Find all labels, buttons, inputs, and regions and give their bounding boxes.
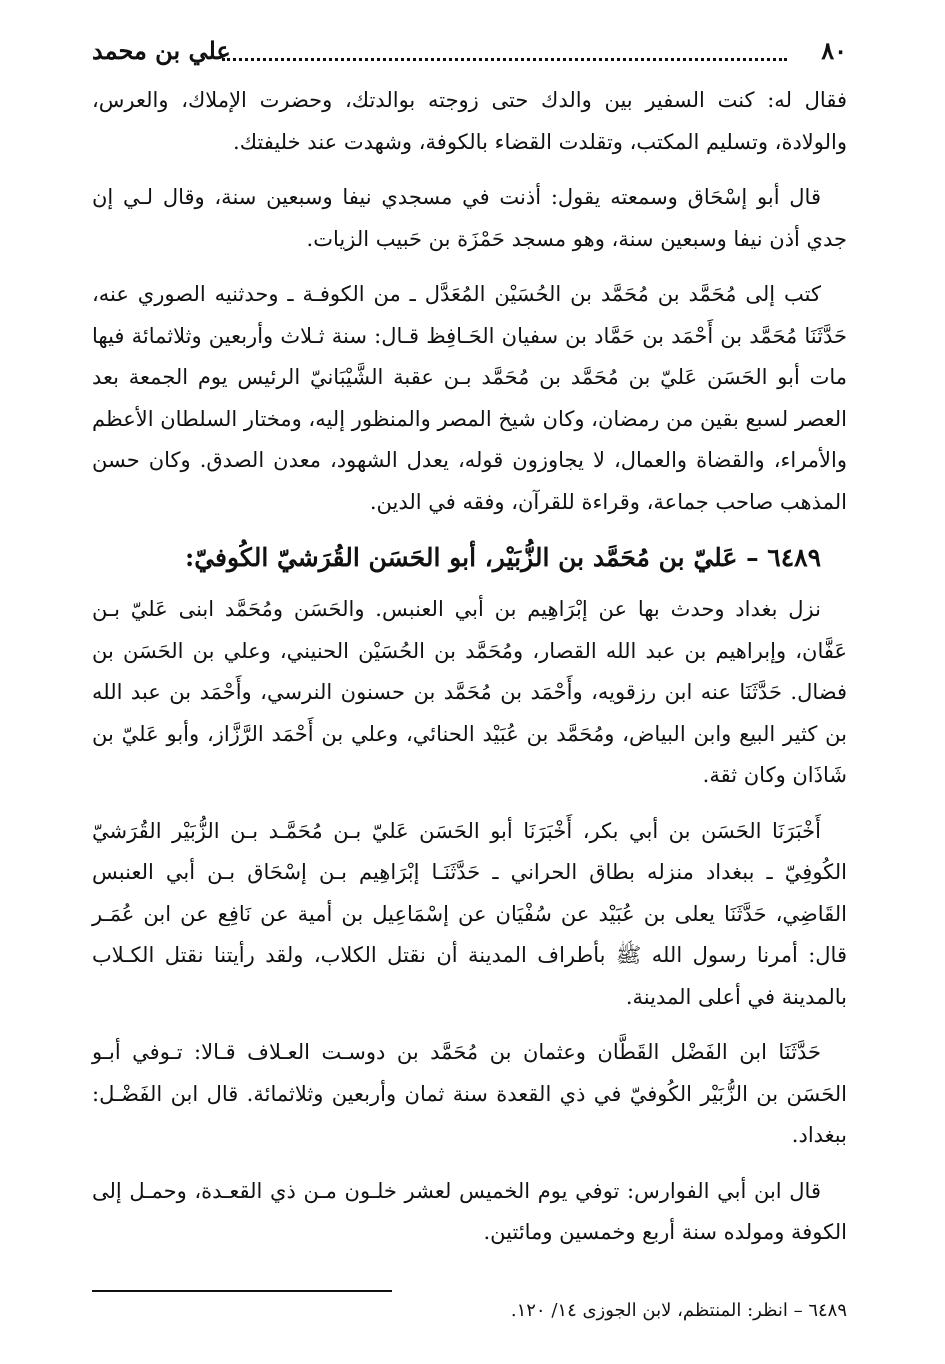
entry-paragraph-2: أَخْبَرَنَا الحَسَن بن أبي بكر، أَخْبَرَنَا أبو الحَسَن عَليّ بـن مُحَمَّـد بـن الزُّبَيْر القُرَشيّ الكُوفِيّ ـ ببغداد منزله بطاق الحراني ـ حَدَّثَنَـا إبْرَاهِيم بـن إسْحَاق بـن أبي العنبس القَاضِي، حَدَّثَنَا يعلى بن عُبَيْد عن سُفْيَان عن إسْمَاعِيل بن أمية عن نَافِع عن ابن عُمَـر قال: أمرنا رسول الله ﷺ بأطراف المدينة أن نقتل الكلاب، ولقد رأيتنا نقتل الكـلاب بالمدينة في أعلى المدينة. [92, 818, 847, 1009]
entry-paragraph-3: حَدَّثَنَا ابن الفَضْل القَطَّان وعثمان بن مُحَمَّد بن دوسـت العـلاف قـالا: تـوفي أبـو الحَسَن بن الزُّبَيْر الكُوفيّ في ذي القعدة سنة ثمان وأربعين وثلاثمائة. قال ابن الفَضْـل: ببغداد. [92, 1040, 847, 1147]
entry-paragraph-4: قال ابن أبي الفوارس: توفي يوم الخميس لعشر خلـون مـن ذي القعـدة، وحمـل إلى الكوفة ومولده سنة أربع وخمسين ومائتين. [92, 1178, 847, 1244]
page-header [92, 30, 847, 70]
page-body [92, 80, 847, 1268]
entry-paragraph-1: نزل بغداد وحدث بها عن إبْرَاهِيم بن أبي العنبس. والحَسَن ومُحَمَّد ابنى عَليّ بـن عَفَّان، وإبراهيم بن عبد الله القصار، ومُحَمَّد بن الحُسَيْن الحنيني، وعلي بن الحَسَن بن فضال. حَدَّثَنَا عنه ابن رزقويه، وأَحْمَد بن مُحَمَّد بن حسنون النرسي، وأَحْمَد بن عبد الله بن كثير البيع وابن البياض، ومُحَمَّد بن عُبَيْد الحنائي، وعلي بن أَحْمَد الرَّزَّاز، وأبو عَليّ بن شَاذَان وكان ثقة. [92, 597, 847, 787]
header-dot-leader [222, 38, 787, 61]
paragraph-2: قال أبو إسْحَاق وسمعته يقول: أذنت في مسجدي نيفا وسبعين سنة، وقال لـي إن جدي أذن نيفا وسبعين سنة، وهو مسجد حَمْزَة بن حَبيب الزيات. [92, 185, 847, 251]
paragraph-1: فقال له: كنت السفير بين والدك حتى زوجته بوالدتك، وحضرت الإملاك، والعرس، والولادة، وتسليم المكتب، وتقلدت القضاء بالكوفة، وشهدت عند خليفتك. [92, 88, 847, 154]
footnote: ٦٤٨٩ – انظر: المنتظم، لابن الجوزى ١٤/ ١٢٠. [510, 1300, 847, 1321]
paragraph-3: كتب إلى مُحَمَّد بن مُحَمَّد بن الحُسَيْن المُعَدَّل ـ من الكوفـة ـ وحدثنيه الصوري عنه، حَدَّثَنَا مُحَمَّد بن أَحْمَد بن حَمَّاد بن سفيان الحَـافِظ قـال: سنة ثـلاث وأربعين وثلاثمائة فيها مات أبو الحَسَن عَليّ بن مُحَمَّد بن مُحَمَّد بـن عقبة الشَّيْبَانيّ الرئيس يوم الجمعة بعد العصر لسبع بقين من رمضان، وكان شيخ المصر والمنظور إليه، ومختار السلطان الأعظم والأمراء، والقضاة والعمال، لا يجاوزون قوله، يعدل الشهود، معدن الصدق. وكان حسن المذهب صاحب جماعة، وقراءة للقرآن، وفقه في الدين. [92, 282, 847, 514]
entry-heading: ٦٤٨٩ – عَليّ بن مُحَمَّد بن الزُّبَيْر، أبو الحَسَن القُرَشيّ الكُوفيّ: [184, 543, 821, 572]
running-title: علي بن محمد [92, 36, 231, 65]
page-number: ٨٠ [821, 36, 847, 65]
footnote-rule [92, 1290, 392, 1292]
